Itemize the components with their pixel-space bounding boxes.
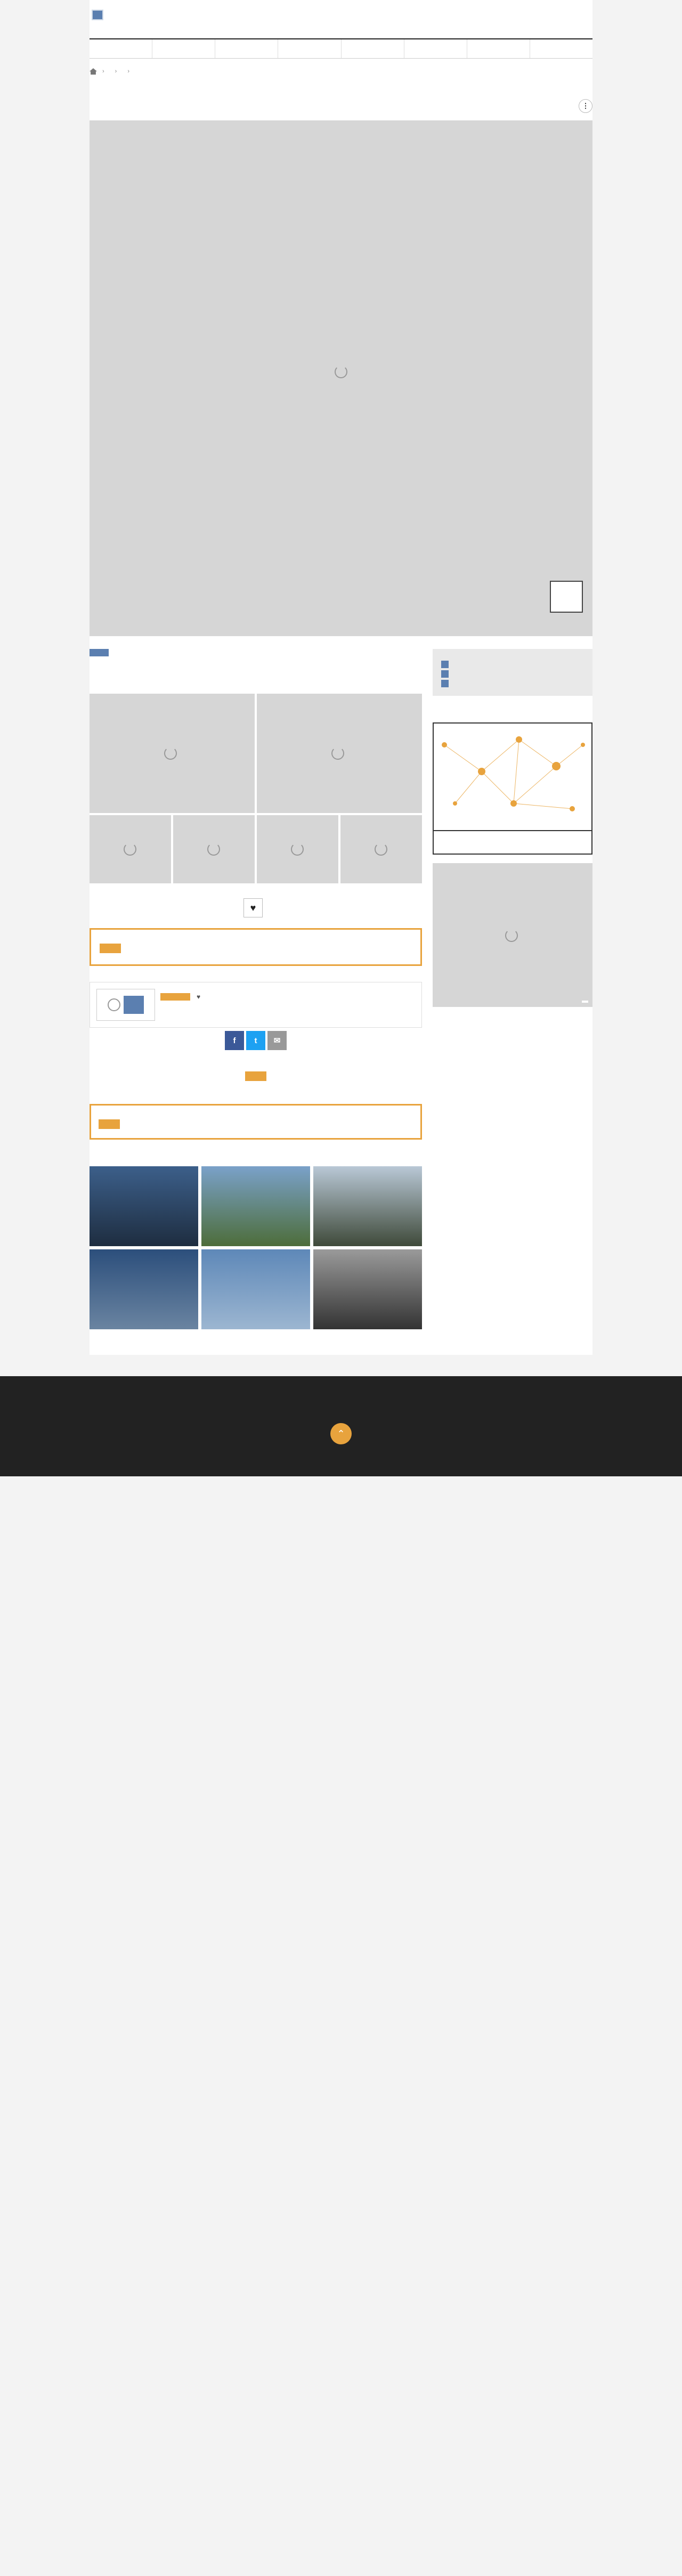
facebook-share-icon[interactable]: f xyxy=(225,1031,244,1050)
ad-stats xyxy=(582,1001,588,1003)
author-line xyxy=(90,649,422,656)
recommend-item[interactable] xyxy=(90,1166,198,1246)
network-logo xyxy=(434,830,591,854)
page xyxy=(90,0,592,1355)
ad-image[interactable] xyxy=(433,863,592,1007)
network-banner[interactable] xyxy=(433,722,592,855)
breadcrumb: › › › xyxy=(90,59,592,84)
home-icon[interactable] xyxy=(90,68,97,75)
recommend-item[interactable] xyxy=(201,1249,310,1329)
author-logo xyxy=(96,989,155,1021)
network-graphic-icon xyxy=(434,724,591,830)
bezirksblaetter-logo xyxy=(124,996,144,1014)
recommend-item[interactable] xyxy=(90,1249,198,1329)
comment-button[interactable] xyxy=(245,1071,266,1081)
nav-item-galerien[interactable] xyxy=(342,39,404,58)
register-button[interactable] xyxy=(99,1119,120,1129)
gallery-count-button[interactable] xyxy=(550,581,583,613)
header xyxy=(90,0,592,84)
like-row xyxy=(90,898,422,917)
loading-spinner-icon xyxy=(505,929,518,942)
register-box xyxy=(90,1104,422,1140)
toplink-icon[interactable] xyxy=(441,670,449,678)
image-gallery[interactable] xyxy=(90,120,592,627)
recommend-item[interactable] xyxy=(313,1249,422,1329)
title-row xyxy=(90,99,592,113)
content-layout xyxy=(90,649,592,1334)
nav-item-gewinnspiele[interactable] xyxy=(278,39,341,58)
author-card: ♥ xyxy=(90,982,422,1028)
nav-item-epaper[interactable] xyxy=(530,39,592,58)
nav-item-kleinanzeigen[interactable] xyxy=(467,39,530,58)
gallery-thumbnails xyxy=(90,694,422,883)
gallery-thumb[interactable] xyxy=(257,815,338,883)
gallery-thumb[interactable] xyxy=(257,694,422,813)
bezirksblaetter-logo-icon xyxy=(90,649,109,656)
share-bar xyxy=(90,1031,422,1050)
logo-badge-icon xyxy=(92,10,103,20)
toplink-icon[interactable] xyxy=(441,680,449,687)
image-caption xyxy=(90,627,592,636)
main-column xyxy=(90,649,422,1334)
like-heart-button[interactable]: ♥ xyxy=(243,898,263,917)
gallery-thumb[interactable] xyxy=(90,694,255,813)
topbar xyxy=(90,0,592,38)
newsletter-box xyxy=(90,928,422,966)
loading-spinner-icon xyxy=(335,365,347,378)
main-nav xyxy=(90,38,592,59)
recommend-item[interactable] xyxy=(201,1166,310,1246)
nav-item-leben[interactable] xyxy=(152,39,215,58)
follow-button[interactable] xyxy=(160,993,190,1001)
nav-item-nachrichten[interactable] xyxy=(90,39,152,58)
avatar-placeholder-icon xyxy=(108,998,120,1011)
toplink-icon[interactable] xyxy=(441,661,449,668)
sidebar xyxy=(433,649,592,1334)
nav-item-karriere[interactable] xyxy=(404,39,467,58)
email-share-icon[interactable]: ✉ xyxy=(267,1031,287,1050)
twitter-share-icon[interactable]: t xyxy=(246,1031,265,1050)
gallery-thumb[interactable] xyxy=(173,815,255,883)
gallery-thumb[interactable] xyxy=(90,815,171,883)
more-options-button[interactable]: ⋮ xyxy=(579,99,592,113)
gallery-thumb[interactable] xyxy=(340,815,422,883)
toplinks-box xyxy=(433,649,592,696)
newsletter-read-button[interactable] xyxy=(100,944,121,953)
footer xyxy=(0,1376,682,1476)
recommend-grid xyxy=(90,1166,422,1329)
back-to-top-icon[interactable]: ⌃ xyxy=(330,1423,352,1444)
nav-item-veranstaltungen[interactable] xyxy=(215,39,278,58)
recommend-item[interactable] xyxy=(313,1166,422,1246)
